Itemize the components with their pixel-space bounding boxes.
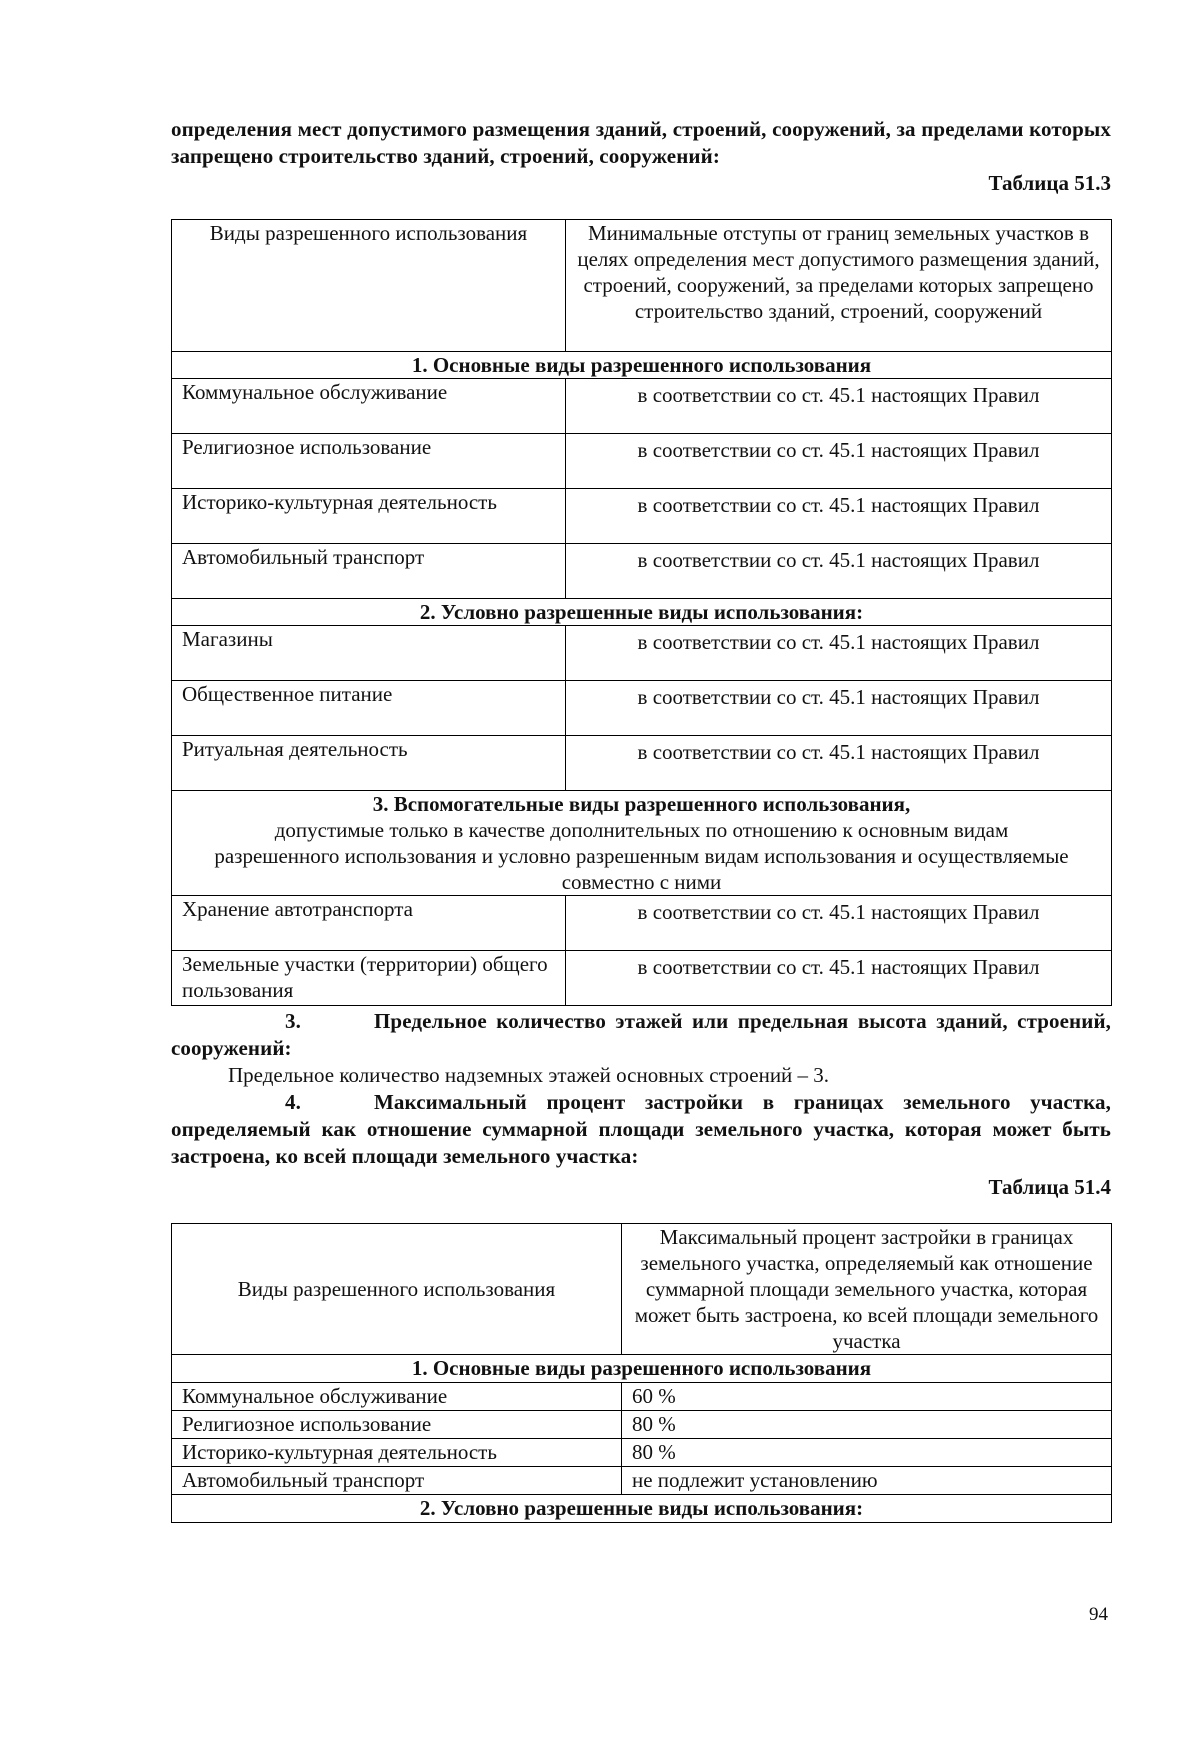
section-row [172, 1355, 1112, 1383]
setback-cell: в соответствии со ст. 45.1 настоящих Правил [566, 896, 1112, 951]
setback-cell: в соответствии со ст. 45.1 настоящих Правил [566, 951, 1112, 1006]
item-3-paragraph [171, 1008, 1111, 1062]
setback-cell: в соответствии со ст. 45.1 настоящих Правил [566, 626, 1112, 681]
table-row [172, 1411, 1112, 1439]
table-row [172, 736, 1112, 791]
section-title: 1. Основные виды разрешенного использования [172, 1355, 1112, 1383]
table-row [172, 681, 1112, 736]
use-type-cell: Религиозное использование [172, 1411, 622, 1439]
table2-caption: Таблица 51.4 [988, 1175, 1111, 1199]
use-type-cell: Ритуальная деятельность [172, 736, 566, 791]
table-row [172, 489, 1112, 544]
table-row [172, 1467, 1112, 1495]
use-type-cell: Историко-культурная деятельность [172, 489, 566, 544]
table-row [172, 1439, 1112, 1467]
header-cell-build-percent: Максимальный процент застройки в границах земельного участка, определяемый как отношение суммарной площади земельного участка, которая может быть застроена, ко всей площади земельного участка [622, 1224, 1112, 1355]
table-row [172, 544, 1112, 599]
use-type-cell: Автомобильный транспорт [172, 1467, 622, 1495]
table-row [172, 896, 1112, 951]
use-type-cell: Религиозное использование [172, 434, 566, 489]
setback-cell: в соответствии со ст. 45.1 настоящих Правил [566, 736, 1112, 791]
use-type-cell: Земельные участки (территории) общего пользования [172, 951, 566, 1006]
item-4-heading: Максимальный процент застройки в границах земельного участка, определяемый как отношение суммарной площади земельного участка, которая может быть застроена, ко всей площади земельного участка: [171, 1090, 1111, 1168]
item-4-number: 4. [285, 1090, 301, 1114]
section-block [172, 791, 1112, 896]
item-3-number: 3. [285, 1009, 301, 1033]
section-row [172, 1495, 1112, 1523]
percent-cell: 80 % [622, 1439, 1112, 1467]
setback-cell: в соответствии со ст. 45.1 настоящих Правил [566, 489, 1112, 544]
use-type-cell: Коммунальное обслуживание [172, 379, 566, 434]
table-row [172, 626, 1112, 681]
header-cell-use-types: Виды разрешенного использования [172, 220, 566, 352]
table-51-4 [171, 1223, 1112, 1523]
setback-cell: в соответствии со ст. 45.1 настоящих Правил [566, 434, 1112, 489]
use-type-cell: Историко-культурная деятельность [172, 1439, 622, 1467]
setback-cell: в соответствии со ст. 45.1 настоящих Правил [566, 379, 1112, 434]
table-row [172, 951, 1112, 1006]
section-title: 2. Условно разрешенные виды использования: [172, 599, 1112, 626]
section-row [172, 791, 1112, 896]
percent-cell: не подлежит установлению [622, 1467, 1112, 1495]
use-type-cell: Хранение автотранспорта [172, 896, 566, 951]
document-page [171, 116, 1111, 1523]
section-title: 3. Вспомогательные виды разрешенного использования, [372, 792, 911, 816]
table-row [172, 1383, 1112, 1411]
percent-cell: 80 % [622, 1411, 1112, 1439]
section-subtitle: допустимые только в качестве дополнительных по отношению к основным видам разрешенного использования и условно разрешенным видам использования и осуществляемые совместно с ними [214, 818, 1069, 894]
use-type-cell: Коммунальное обслуживание [172, 1383, 622, 1411]
table-51-3 [171, 219, 1112, 1006]
table-header-row [172, 220, 1112, 352]
table-row [172, 379, 1112, 434]
item-3-heading: Предельное количество этажей или предельная высота зданий, строений, сооружений: [171, 1009, 1111, 1060]
table-header-row [172, 1224, 1112, 1355]
table-row [172, 434, 1112, 489]
use-type-cell: Магазины [172, 626, 566, 681]
setback-cell: в соответствии со ст. 45.1 настоящих Правил [566, 544, 1112, 599]
section-title: 2. Условно разрешенные виды использования: [172, 1495, 1112, 1523]
item-3-text: Предельное количество надземных этажей основных строений – 3. [228, 1063, 830, 1087]
section-row [172, 599, 1112, 626]
use-type-cell: Общественное питание [172, 681, 566, 736]
item-4-paragraph [171, 1089, 1111, 1170]
use-type-cell: Автомобильный транспорт [172, 544, 566, 599]
header-cell-use-types: Виды разрешенного использования [172, 1224, 622, 1355]
page-number: 94 [1089, 1604, 1108, 1625]
table1-caption: Таблица 51.3 [988, 171, 1111, 195]
header-cell-setbacks: Минимальные отступы от границ земельных участков в целях определения мест допустимого размещения зданий, строений, сооружений, за пределами которых запрещено строительство зданий, строений, сооружений [566, 220, 1112, 352]
intro-paragraph: определения мест допустимого размещения зданий, строений, сооружений, за пределами которых запрещено строительство зданий, строений, сооружений: [171, 117, 1111, 168]
section-title: 1. Основные виды разрешенного использования [172, 352, 1112, 379]
percent-cell: 60 % [622, 1383, 1112, 1411]
setback-cell: в соответствии со ст. 45.1 настоящих Правил [566, 681, 1112, 736]
section-row [172, 352, 1112, 379]
